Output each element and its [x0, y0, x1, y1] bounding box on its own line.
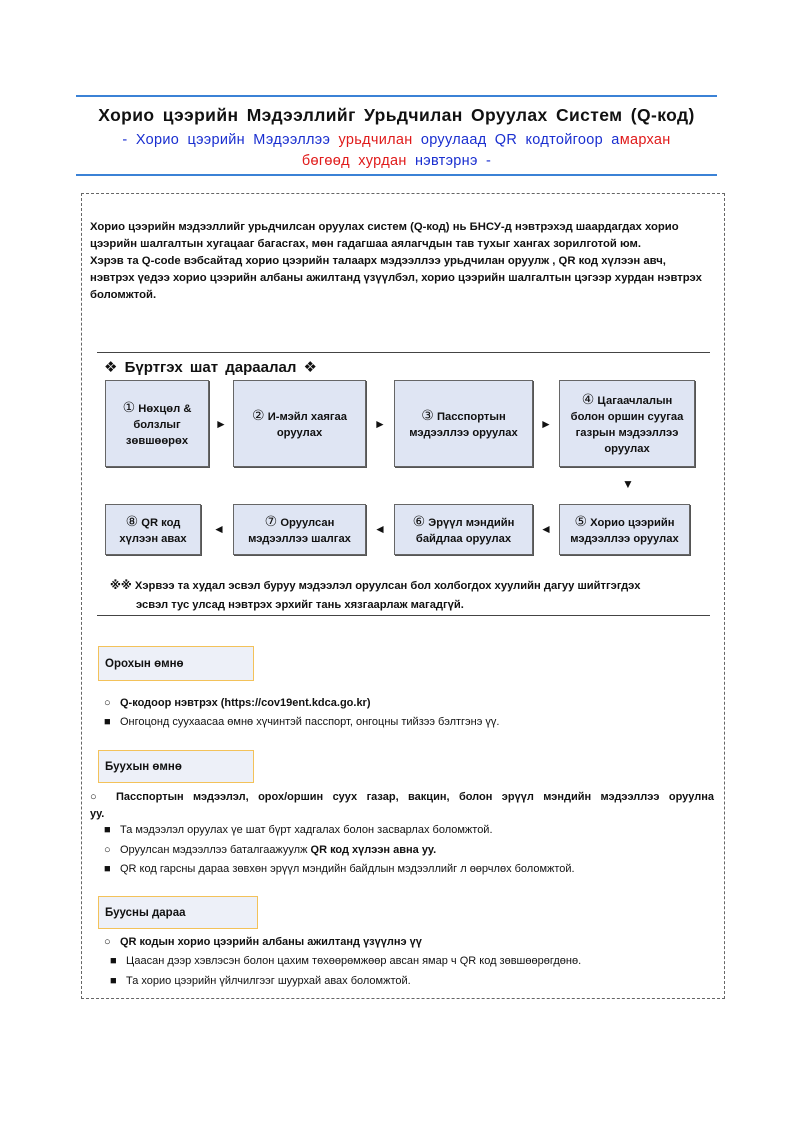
- step-1-box: [105, 380, 209, 467]
- list-item: ■ Та мэдээлэл оруулах үе шат бүрт хадгалах болон засварлах боломжтой.: [104, 822, 716, 839]
- warning-note-line-1: ※※ Хэрвээ та худал эсвэл буруу мэдээлэл оруулсан бол холбогдох хуулийн дагуу шийтгэгдэх: [110, 580, 641, 592]
- list-item: ■ Та хорио цээрийн үйлчилгээг шуурхай авах боломжтой.: [110, 973, 722, 990]
- circle-bullet-icon: ○: [104, 936, 111, 948]
- arrow-right-icon: ►: [215, 417, 227, 431]
- document-subtitle: [76, 130, 717, 172]
- section-heading-after-landing: Буусны дараа: [98, 896, 258, 929]
- arrow-left-icon: ◄: [540, 522, 552, 536]
- step-8-label: QR код хүлээн авах: [119, 516, 187, 545]
- step-5-box: [559, 504, 690, 555]
- arrow-down-icon: ▼: [622, 477, 634, 491]
- section-heading-before-landing: Буухын өмнө: [98, 750, 254, 783]
- square-bullet-icon: ■: [104, 824, 111, 836]
- step-6-label: Эрүүл мэндийн байдлаа оруулах: [415, 516, 515, 545]
- square-bullet-icon: ■: [104, 863, 111, 875]
- circle-bullet-icon: ○: [90, 791, 97, 803]
- step-7-number: ⑦: [264, 512, 278, 529]
- step-6-number: ⑥: [412, 512, 426, 529]
- arrow-right-icon: ►: [374, 417, 386, 431]
- step-8-number: ⑧: [125, 512, 139, 529]
- list-item: ○ Пасспортын мэдээлэл, орох/оршин суух газар, вакцин, болон эрүүл мэндийн мэдээллээ оруулна уу.: [90, 791, 714, 820]
- steps-title: ❖ Бүртгэх шат дараалал ❖: [104, 359, 317, 376]
- list-item: ■ QR код гарсны дараа зөвхөн эрүүл мэндийн байдлын мэдээллийг л өөрчлөх боломжтой.: [104, 861, 716, 878]
- document-title: Хорио цээрийн Мэдээллийг Урьдчилан Оруулах Систем (Q-код): [98, 105, 695, 125]
- list-item: ■ Онгоцонд суухаасаа өмнө хүчинтэй пасспорт, онгоцны тийзээ бэлтгэнэ үү.: [104, 714, 716, 731]
- square-bullet-icon: ■: [110, 955, 117, 967]
- arrow-right-icon: ►: [540, 417, 552, 431]
- square-bullet-icon: ■: [104, 716, 111, 728]
- list-item: ○ Q-кодоор нэвтрэх (https://cov19ent.kdca.go.kr): [104, 695, 716, 712]
- step-5-label: Хорио цээрийн мэдээллээ оруулах: [570, 516, 679, 545]
- subtitle-part-4: мархан бөгөөд хурдан: [301, 132, 671, 169]
- divider-top: [97, 352, 710, 353]
- square-bullet-icon: ■: [110, 975, 117, 987]
- main-content-box: [81, 193, 725, 999]
- step-5-number: ⑤: [574, 512, 588, 529]
- step-4-label: Цагаачлалын болон оршин суугаа газрын мэдээллээ оруулах: [570, 394, 684, 455]
- step-2-number: ②: [252, 406, 265, 423]
- list-item: ○ Оруулсан мэдээллээ баталгаажуулж QR код хүлээн авна уу.: [104, 842, 716, 859]
- step-6-box: [394, 504, 533, 555]
- list-item: ○ QR кодын хорио цээрийн албаны ажилтанд үзүүлнэ үү: [104, 934, 716, 951]
- intro-text: [90, 219, 702, 304]
- step-8-box: [105, 504, 201, 555]
- arrow-left-icon: ◄: [374, 522, 386, 536]
- circle-bullet-icon: ○: [104, 844, 111, 856]
- subtitle-part-1: - Хорио цээрийн Мэдээллээ: [122, 132, 339, 148]
- step-1-number: ①: [122, 398, 136, 415]
- step-7-label: Оруулсан мэдээллээ шалгах: [248, 516, 351, 545]
- step-4-number: ④: [581, 390, 595, 407]
- arrow-left-icon: ◄: [213, 522, 225, 536]
- step-3-number: ③: [421, 406, 434, 423]
- divider-bottom: [97, 615, 710, 616]
- intro-paragraph-1: Хорио цээрийн мэдээллийг урьдчилсан оруулах систем (Q-код) нь БНСУ-д нэвтрэхэд шаардагдах хорио цээрийн шалгалтын хугацааг багасгах, мөн гадагшаа аялагчдын тав тухыг хангах зорилготой юм.: [90, 221, 679, 250]
- warning-note-line-2: эсвэл тус улсад нэвтрэх эрхийг тань хязгаарлаж магадгүй.: [136, 599, 464, 611]
- list-item: ■ Цаасан дээр хэвлэсэн болон цахим төхөөрөмжөөр авсан ямар ч QR код зөвшөөрөгдөнө.: [110, 953, 722, 970]
- warning-note: [110, 577, 710, 615]
- step-1-label: Нөхцөл & болзлыг зөвшөөрөх: [125, 402, 192, 447]
- step-2-label: И-мэйл хаягаа оруулах: [267, 410, 347, 439]
- step-4-box: [559, 380, 695, 467]
- section-heading-before-entry: Орохын өмнө: [98, 646, 254, 681]
- subtitle-part-3: оруулаад QR кодтойгоор а: [412, 132, 620, 148]
- document-header: [76, 95, 717, 176]
- subtitle-part-2: урьдчилан: [338, 132, 413, 148]
- subtitle-part-5: нэвтэрнэ -: [406, 153, 492, 169]
- step-3-box: [394, 380, 533, 467]
- step-3-label: Пасспортын мэдээллээ оруулах: [409, 410, 518, 439]
- intro-paragraph-2: Хэрэв та Q-code вэбсайтад хорио цээрийн талаарх мэдээллээ урьдчилан оруулж , QR код хүлээн авч, нэвтрэх үедээ хорио цээрийн албаны ажилтанд үзүүлбэл, хорио цээрийн шалгалтын цэгээр хурдан нэвтрэх боломжтой.: [90, 255, 702, 301]
- step-7-box: [233, 504, 366, 555]
- step-2-box: [233, 380, 366, 467]
- circle-bullet-icon: ○: [104, 697, 111, 709]
